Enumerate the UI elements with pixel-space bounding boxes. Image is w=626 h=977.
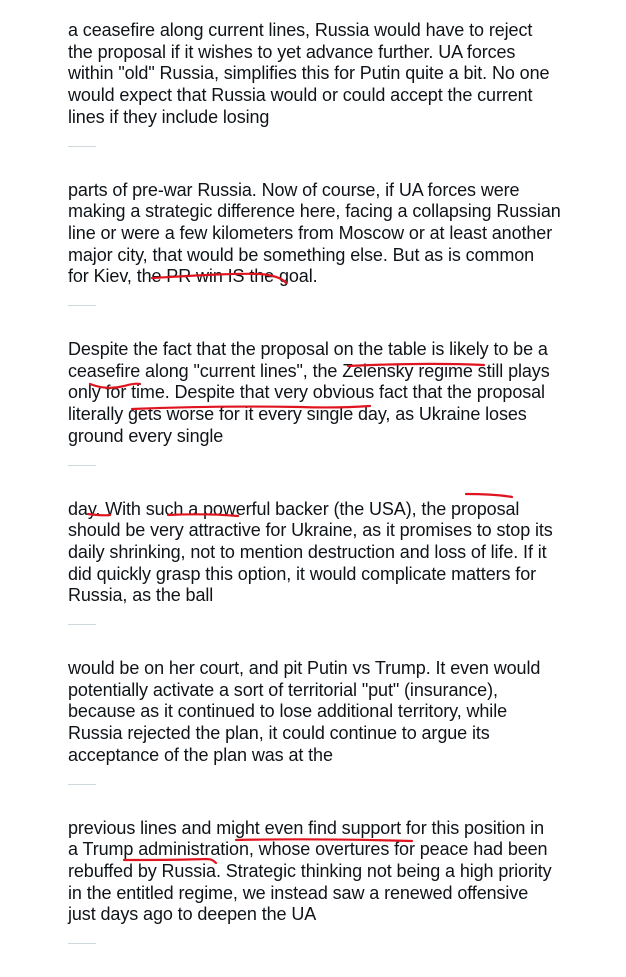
text-line: Russia, as the ball (68, 585, 214, 606)
thread-separator (68, 784, 96, 785)
text-line: Russia rejected the plan, it could continue to argue its (68, 723, 490, 744)
text-line: in the entitled regime, we instead saw a renewed offensive (68, 882, 529, 903)
text-line: for Kiev, the PR win IS the goal. (68, 266, 318, 287)
text-line: rebuffed by Russia. Strategic thinking not being a high priority (68, 860, 552, 881)
thread-separator (68, 624, 96, 625)
text-line: previous lines and might even find support for this position in (68, 817, 544, 838)
thread-separator (68, 943, 96, 944)
text-line: making a strategic difference here, facing a collapsing Russian (68, 201, 561, 222)
text-line: the proposal if it wishes to yet advance further. UA forces (68, 41, 516, 62)
text-line: would be on her court, and pit Putin vs Trump. It even would (68, 658, 541, 679)
thread-paragraph (68, 818, 588, 927)
text-line: would expect that Russia would or could accept the current (68, 85, 533, 106)
text-line: Despite the fact that the proposal on the table is likely to be a (68, 339, 548, 360)
text-line: did quickly grasp this option, it would complicate matters for (68, 563, 537, 584)
text-line: only for time. Despite that very obvious fact that the proposal (68, 382, 545, 403)
thread-paragraph (68, 499, 588, 608)
text-line: ceasefire along "current lines", the Zelensky regime still plays (68, 360, 550, 381)
text-line: literally gets worse for it every single day, as Ukraine loses (68, 404, 527, 425)
text-line: day. With such a powerful backer (the USA), the proposal (68, 498, 520, 519)
thread-paragraph (68, 20, 588, 129)
thread-separator (68, 305, 96, 306)
thread-paragraph (68, 339, 588, 448)
text-line: a Trump administration, whose overtures for peace had been (68, 839, 548, 860)
thread-separator (68, 465, 96, 466)
text-line: daily shrinking, not to mention destruction and loss of life. If it (68, 541, 547, 562)
thread-paragraph (68, 658, 588, 767)
text-line: should be very attractive for Ukraine, as it promises to stop its (68, 520, 553, 541)
text-line: acceptance of the plan was at the (68, 744, 333, 765)
text-line: lines if they include losing (68, 106, 270, 127)
text-line: parts of pre-war Russia. Now of course, if UA forces were (68, 179, 520, 200)
text-line: potentially activate a sort of territorial "put" (insurance), (68, 679, 498, 700)
text-line: line or were a few kilometers from Moscow or at least another (68, 222, 553, 243)
thread-separator (68, 146, 96, 147)
text-line: a ceasefire along current lines, Russia would have to reject (68, 20, 533, 40)
text-line: ground every single (68, 425, 224, 446)
thread-paragraph (68, 180, 588, 289)
text-line: within "old" Russia, simplifies this for Putin quite a bit. No one (68, 63, 550, 84)
tweet-thread (68, 20, 588, 977)
text-line: major city, that would be something else. But as is common (68, 244, 535, 265)
text-line: just days ago to deepen the UA (68, 904, 317, 925)
text-line: because as it continued to lose additional territory, while (68, 701, 508, 722)
